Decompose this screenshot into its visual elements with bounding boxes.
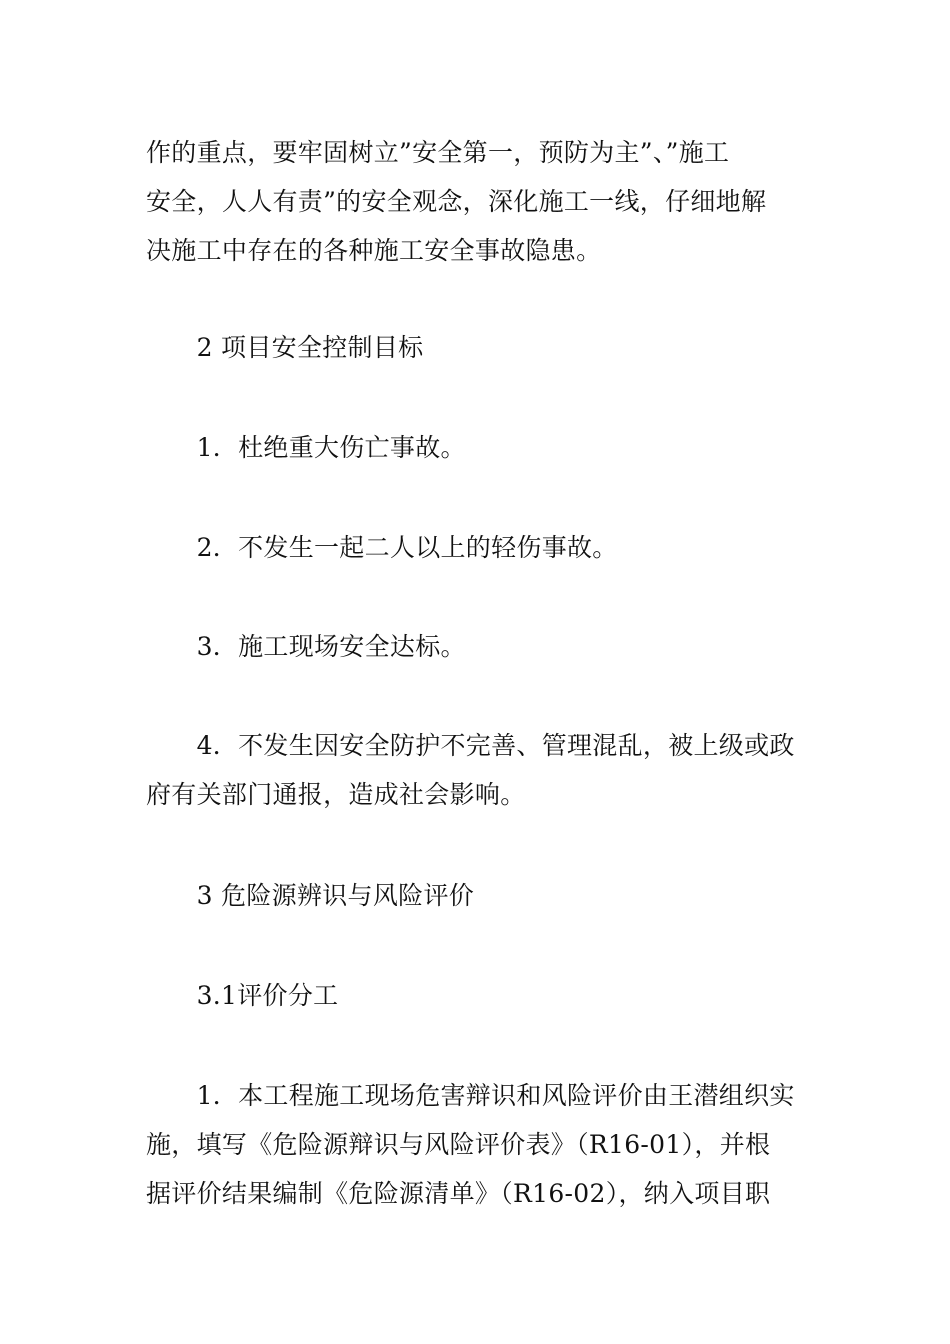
list-item-goal-1 — [146, 423, 810, 472]
text-line: 1．本工程施工现场危害辩识和风险评价由王潜组织实 — [146, 1081, 795, 1110]
text-line: 3 危险源辨识与风险评价 — [146, 881, 475, 910]
text-line: 安全，人人有责”的安全观念，深化施工一线，仔细地解 — [146, 187, 767, 216]
text-line: 3．施工现场安全达标。 — [146, 632, 466, 661]
text-line: 作的重点，要牢固树立”安全第一，预防为主”、”施工 — [146, 138, 730, 167]
text-line: 4．不发生因安全防护不完善、管理混乱，被上级或政 — [146, 731, 795, 760]
subsection-heading-evaluation-division — [146, 971, 810, 1020]
text-line: 1．杜绝重大伤亡事故。 — [146, 433, 466, 462]
text-line: 施，填写《危险源辩识与风险评价表》（R16-01），并根 — [146, 1130, 771, 1159]
section-heading-safety-goals — [146, 323, 810, 372]
text-line: 2 项目安全控制目标 — [146, 333, 424, 362]
paragraph-safety-focus — [146, 128, 810, 275]
text-line: 府有关部门通报，造成社会影响。 — [146, 780, 526, 809]
text-line: 2．不发生一起二人以上的轻伤事故。 — [146, 533, 618, 562]
text-line: 3.1评价分工 — [146, 981, 339, 1010]
list-item-goal-3 — [146, 622, 810, 671]
section-heading-hazard-identification — [146, 871, 810, 920]
text-line: 据评价结果编制《危险源清单》（R16-02），纳入项目职 — [146, 1179, 771, 1208]
list-item-goal-4 — [146, 721, 810, 819]
text-line: 决施工中存在的各种施工安全事故隐患。 — [146, 236, 602, 265]
paragraph-evaluation-item-1 — [146, 1071, 810, 1218]
list-item-goal-2 — [146, 523, 810, 572]
